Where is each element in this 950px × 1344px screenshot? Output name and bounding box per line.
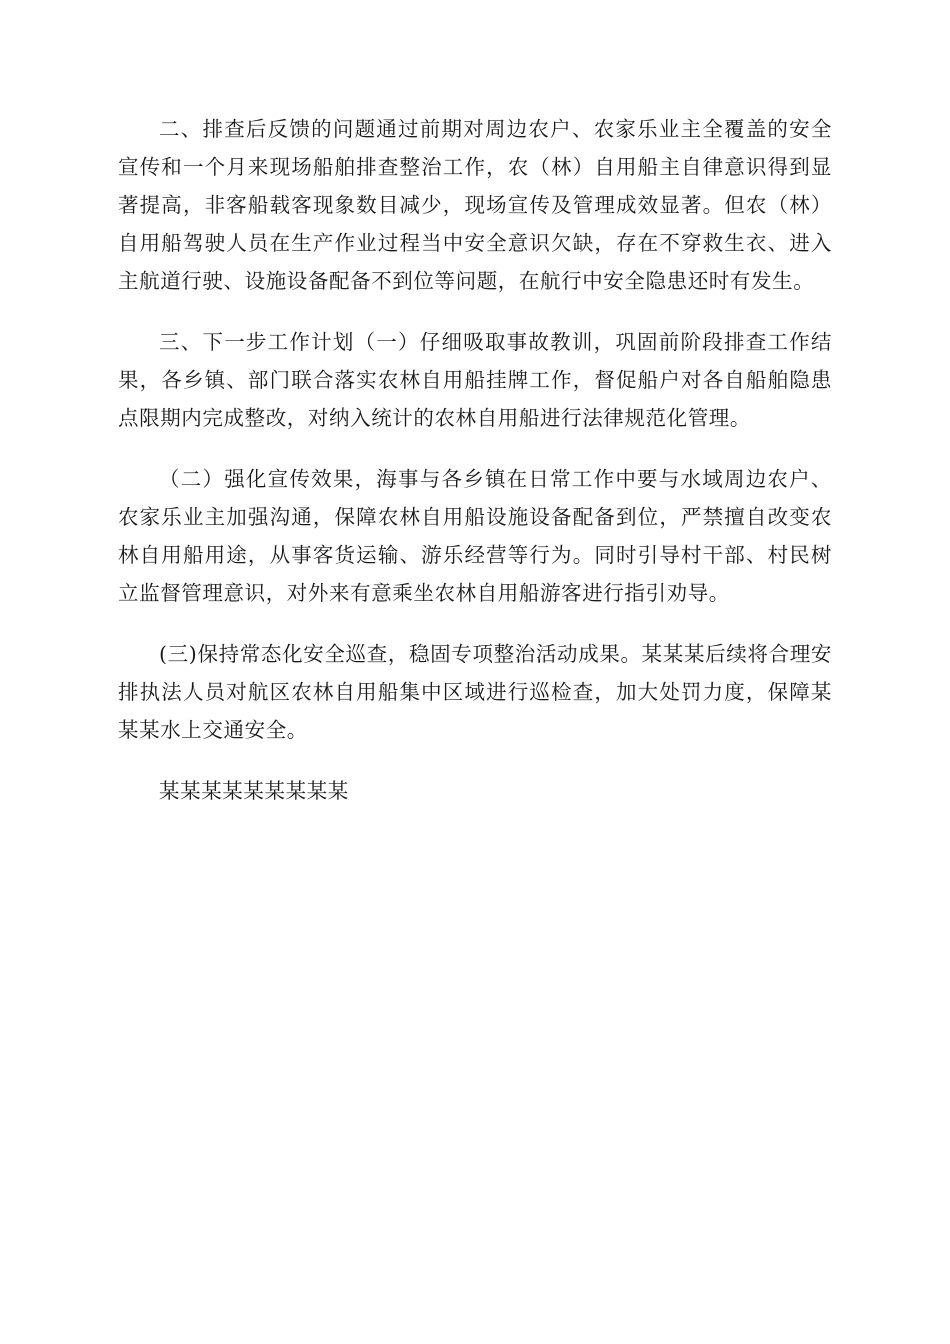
paragraph-publicity: （二）强化宣传效果，海事与各乡镇在日常工作中要与水域周边农户、农家乐业主加强沟通，保障农林自用船设施设备配备到位，严禁擅自改变农林自用船用途，从事客货运输、游乐经营等行为。同时引导村干部、村民树立监督管理意识，对外来有意乘坐农林自用船游客进行指引劝导。 (118, 467, 832, 605)
signature-line: 某某某某某某某某某 (159, 779, 349, 803)
document-body (118, 110, 832, 810)
paragraph-patrol: (三)保持常态化安全巡查，稳固专项整治活动成果。某某某后续将合理安排执法人员对航区农林自用船集中区域进行巡检查，加大处罚力度，保障某某某水上交通安全。 (118, 642, 832, 742)
paragraph-feedback-issues: 二、排查后反馈的问题通过前期对周边农户、农家乐业主全覆盖的安全宣传和一个月来现场船舶排查整治工作，农（林）自用船主自律意识得到显著提高，非客船载客现象数目减少，现场宣传及管理成效显著。但农（林）自用船驾驶人员在生产作业过程当中安全意识欠缺，存在不穿救生衣、进入主航道行驶、设施设备配备不到位等问题，在航行中安全隐患还时有发生。 (118, 117, 832, 293)
paragraph-next-steps-plan: 三、下一步工作计划（一）仔细吸取事故教训，巩固前阶段排查工作结果，各乡镇、部门联合落实农林自用船挂牌工作，督促船户对各自船舶隐患点限期内完成整改，对纳入统计的农林自用船进行法律规范化管理。 (118, 330, 832, 430)
